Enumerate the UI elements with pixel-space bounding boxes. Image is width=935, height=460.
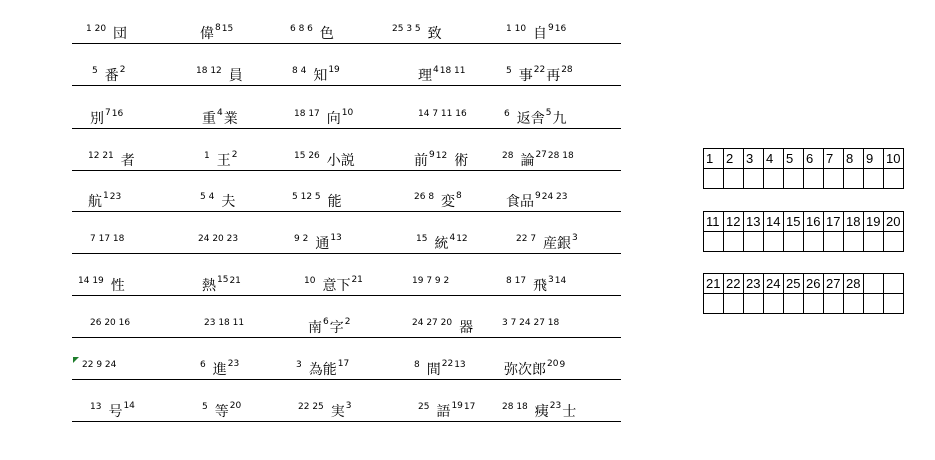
clue-number: 21: [229, 276, 241, 286]
answer-box[interactable]: [704, 169, 724, 189]
clue-number: 16: [554, 24, 567, 34]
clue-number: 18 12: [196, 66, 222, 76]
kanji-text: 語: [436, 404, 451, 420]
grid-number-cell: 8: [844, 149, 864, 169]
clue-number: 5: [506, 66, 512, 76]
kanji-text: 九: [552, 111, 567, 127]
kanji-text: 向: [326, 111, 341, 127]
answer-box[interactable]: [884, 169, 904, 189]
superscript-number: 3: [572, 233, 578, 243]
kanji-text: 論: [520, 153, 535, 169]
clue-number: 8: [414, 360, 420, 370]
clue-number: 28 18: [502, 402, 528, 412]
kanji-text: 事: [518, 68, 533, 84]
superscript-number: 19: [328, 65, 340, 75]
clue-number: 12: [435, 151, 448, 161]
clue-number: 14 19: [78, 276, 104, 286]
clue-cell: [496, 231, 621, 254]
clue-number: 6: [504, 109, 510, 119]
superscript-number: 22: [441, 359, 454, 369]
grid-number-cell: 13: [744, 212, 764, 232]
kanji-text: 偉: [200, 26, 214, 42]
answer-box[interactable]: [764, 294, 784, 314]
grid-number-cell: 3: [744, 149, 764, 169]
answer-box[interactable]: [804, 232, 824, 252]
superscript-number: 20: [547, 359, 559, 369]
kanji-text: 士: [562, 404, 577, 420]
grid-number-cell: 1: [704, 149, 724, 169]
kanji-text: 小説: [326, 153, 355, 169]
grid-number-cell: 20: [884, 212, 904, 232]
clue-number: 23 18 11: [204, 318, 245, 328]
answer-box[interactable]: [724, 169, 744, 189]
kanji-text: 為能: [308, 362, 337, 378]
clue-number: 9 2: [294, 234, 309, 244]
clue-number: 6 8 6: [290, 24, 313, 34]
superscript-number: 1: [103, 191, 109, 201]
kanji-text: 色: [319, 26, 334, 42]
kanji-text: 夫: [221, 194, 236, 210]
clue-number: 28: [502, 151, 514, 161]
superscript-number: 3: [345, 401, 352, 411]
kanji-text: 者: [120, 153, 135, 169]
kanji-text: 産銀: [543, 236, 572, 252]
answer-box[interactable]: [724, 232, 744, 252]
grid-number-cell: 21: [704, 274, 724, 294]
answer-box[interactable]: [724, 294, 744, 314]
clue-number: 18 11: [439, 66, 466, 76]
answer-box[interactable]: [744, 169, 764, 189]
kanji-text: 飛: [533, 278, 548, 294]
answer-box[interactable]: [884, 232, 904, 252]
clue-number: 12: [456, 234, 468, 244]
clue-number: 7 17 18: [90, 234, 125, 244]
superscript-number: 4: [217, 108, 223, 118]
clue-cell: [496, 63, 621, 86]
superscript-number: 6: [323, 317, 329, 327]
kanji-text: 王: [216, 153, 231, 169]
grid-number-cell: 7: [824, 149, 844, 169]
superscript-number: 20: [229, 401, 242, 411]
grid-number-cell: 27: [824, 274, 844, 294]
kanji-text: 返舎: [516, 111, 545, 127]
clue-number: 1 20: [86, 24, 107, 34]
clue-cell: [496, 315, 621, 338]
superscript-number: 10: [341, 108, 354, 118]
clue-number: 24 27 20: [412, 318, 453, 328]
grid-number-cell: 16: [804, 212, 824, 232]
clue-number: 12 21: [88, 151, 114, 161]
clue-number: 15: [416, 234, 428, 244]
grid-number-cell: 14: [764, 212, 784, 232]
grid-number-cell: 22: [724, 274, 744, 294]
kanji-text: 番: [104, 68, 119, 84]
answer-grid-2: [703, 211, 904, 252]
kanji-text: 意下: [322, 278, 351, 294]
clue-number: 5: [202, 402, 208, 412]
kanji-text: 航: [88, 194, 102, 210]
clue-number: 13: [454, 360, 466, 370]
kanji-text: 通: [315, 236, 330, 252]
answer-box[interactable]: [744, 232, 764, 252]
clue-number: 8 4: [292, 66, 307, 76]
kanji-text: 自: [533, 26, 548, 42]
clue-number: 9: [559, 360, 566, 370]
grid-number-cell: 15: [784, 212, 804, 232]
kanji-text: 致: [427, 26, 442, 42]
grid-number-cell: [864, 274, 884, 294]
clue-number: 15 26: [294, 151, 320, 161]
superscript-number: 21: [351, 275, 363, 285]
superscript-number: 4: [433, 65, 439, 75]
answer-box[interactable]: [704, 294, 724, 314]
superscript-number: 2: [231, 150, 238, 160]
kanji-text: 理: [418, 68, 432, 84]
superscript-number: 14: [123, 401, 135, 411]
clue-cell: [496, 399, 621, 422]
answer-box[interactable]: [844, 169, 864, 189]
superscript-number: 9: [535, 191, 541, 201]
kanji-text: 性: [110, 278, 125, 294]
grid-number-cell: 19: [864, 212, 884, 232]
kanji-text: 弥次郎: [504, 362, 546, 378]
answer-box[interactable]: [784, 169, 804, 189]
clue-number: 1 10: [506, 24, 527, 34]
answer-box[interactable]: [704, 232, 724, 252]
clue-cell: [496, 357, 621, 380]
clue-number: 24 20 23: [198, 234, 239, 244]
kanji-text: 進: [212, 362, 227, 378]
clue-number: 13: [90, 402, 102, 412]
clue-cell: [496, 106, 621, 129]
clue-cell: [496, 189, 621, 212]
clue-number: 3 7 24 27 18: [502, 318, 560, 328]
superscript-number: 8: [456, 191, 462, 201]
answer-box[interactable]: [744, 294, 764, 314]
clue-number: 3: [296, 360, 302, 370]
kanji-text: 重: [202, 111, 216, 127]
answer-grid-1: [703, 148, 904, 189]
grid-number-cell: 9: [864, 149, 884, 169]
clue-number: 5 4: [200, 192, 215, 202]
clue-number: 14 7 11 16: [418, 109, 467, 119]
clue-number: 25 3 5: [392, 24, 421, 34]
clue-number: 17: [463, 402, 476, 412]
superscript-number: 9: [548, 23, 554, 33]
kanji-text: 変: [441, 194, 456, 210]
grid-number-cell: 10: [884, 149, 904, 169]
grid-number-cell: 18: [844, 212, 864, 232]
kanji-text: 統: [434, 236, 449, 252]
answer-box[interactable]: [884, 294, 904, 314]
kanji-text: 実: [330, 404, 345, 420]
superscript-number: 27: [535, 150, 547, 160]
clue-number: 25: [418, 402, 430, 412]
grid-number-cell: 2: [724, 149, 744, 169]
kanji-text: 能: [327, 194, 342, 210]
clue-number: 22 9 24: [82, 360, 117, 370]
superscript-number: 4: [449, 233, 456, 243]
kanji-text: 号: [108, 404, 123, 420]
grid-number-cell: 17: [824, 212, 844, 232]
clue-number: 5 12 5: [292, 192, 321, 202]
clue-number: 26 20 16: [90, 318, 131, 328]
answer-box[interactable]: [804, 294, 824, 314]
clue-number: 18 17: [294, 109, 320, 119]
superscript-number: 23: [227, 359, 240, 369]
grid-number-cell: 26: [804, 274, 824, 294]
kanji-text: 等: [214, 404, 229, 420]
kanji-text: 術: [454, 153, 469, 169]
kanji-text: 前: [414, 153, 428, 169]
answer-box[interactable]: [824, 232, 844, 252]
kanji-text: 業: [223, 111, 238, 127]
clue-number: 14: [554, 276, 567, 286]
kanji-text: 別: [90, 111, 104, 127]
superscript-number: 5: [545, 108, 552, 118]
clue-number: 10: [304, 276, 316, 286]
grid-number-cell: 4: [764, 149, 784, 169]
clue-number: 6: [200, 360, 206, 370]
clue-number: 26 8: [414, 192, 435, 202]
clue-number: 8 17: [506, 276, 527, 286]
answer-box[interactable]: [764, 169, 784, 189]
clue-number: 23: [109, 192, 122, 202]
grid-number-cell: [884, 274, 904, 294]
clue-number: 24 23: [541, 192, 568, 202]
kanji-text: 再: [546, 68, 561, 84]
grid-number-cell: 25: [784, 274, 804, 294]
kanji-text: 知: [313, 68, 328, 84]
grid-number-cell: 24: [764, 274, 784, 294]
kanji-text: 員: [228, 68, 243, 84]
answer-box[interactable]: [824, 169, 844, 189]
answer-box[interactable]: [864, 169, 884, 189]
clue-number: 15: [221, 24, 234, 34]
clue-number: 1: [204, 151, 210, 161]
clue-number: 28 18: [547, 151, 574, 161]
grid-number-cell: 6: [804, 149, 824, 169]
clue-number: 5: [92, 66, 98, 76]
superscript-number: 22: [533, 65, 546, 75]
superscript-number: 17: [337, 359, 350, 369]
answer-box[interactable]: [784, 294, 804, 314]
answer-box[interactable]: [804, 169, 824, 189]
superscript-number: 2: [344, 317, 351, 327]
answer-box[interactable]: [844, 294, 864, 314]
grid-number-cell: 11: [704, 212, 724, 232]
kanji-text: 食品: [506, 194, 534, 210]
superscript-number: 19: [451, 401, 463, 411]
clue-cell: [496, 148, 621, 171]
clue-cell: [496, 21, 621, 44]
kanji-text: 間: [426, 362, 441, 378]
grid-number-cell: 23: [744, 274, 764, 294]
kanji-text: 団: [113, 26, 128, 42]
grid-number-cell: 12: [724, 212, 744, 232]
superscript-number: 7: [105, 108, 111, 118]
answer-box[interactable]: [864, 232, 884, 252]
answer-box[interactable]: [764, 232, 784, 252]
kanji-text: 器: [459, 320, 474, 336]
superscript-number: 8: [215, 23, 221, 33]
superscript-number: 2: [119, 65, 126, 75]
answer-box[interactable]: [784, 232, 804, 252]
grid-number-cell: 28: [844, 274, 864, 294]
grid-number-cell: 5: [784, 149, 804, 169]
clue-number: 22 25: [298, 402, 324, 412]
answer-box[interactable]: [844, 232, 864, 252]
kanji-text: 字: [329, 320, 344, 336]
superscript-number: 23: [549, 401, 562, 411]
superscript-number: 28: [561, 65, 573, 75]
green-corner-marker: [73, 357, 79, 363]
kanji-text: 熱: [202, 278, 216, 294]
superscript-number: 9: [429, 150, 435, 160]
superscript-number: 15: [217, 275, 229, 285]
answer-box[interactable]: [864, 294, 884, 314]
kanji-text: 痍: [534, 404, 549, 420]
clue-number: 19 7 9 2: [412, 276, 450, 286]
superscript-number: 3: [548, 275, 554, 285]
answer-box[interactable]: [824, 294, 844, 314]
clue-number: 16: [111, 109, 124, 119]
kanji-text: 南: [308, 320, 322, 336]
answer-grid-3: [703, 273, 904, 314]
clue-number: 22 7: [516, 234, 537, 244]
superscript-number: 13: [330, 233, 342, 243]
clue-cell: [496, 273, 621, 296]
